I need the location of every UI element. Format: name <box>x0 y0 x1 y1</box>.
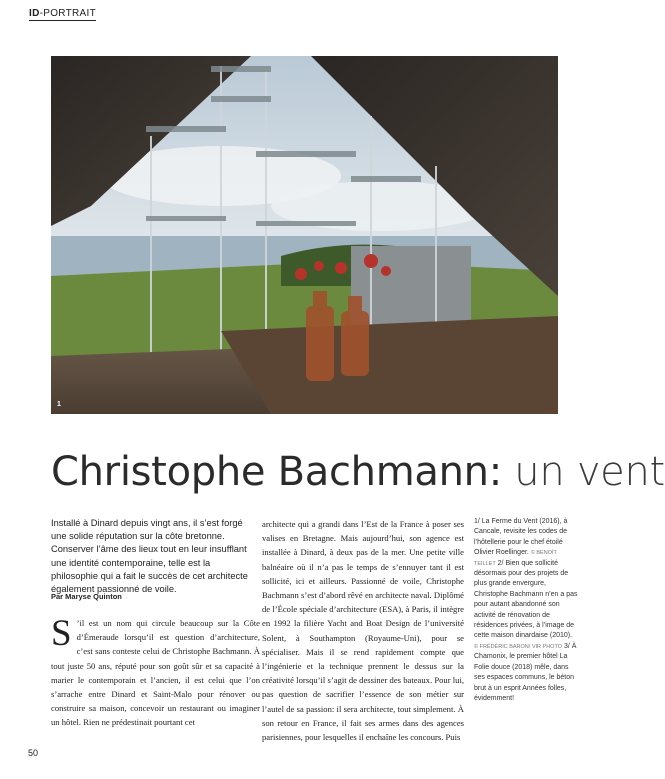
article-headline <box>51 449 665 495</box>
caption-3: 3/ À Chamonix, le premier hôtel La Folie douce (2018) mêle, dans ses espaces communs, le béton brut à un esprit Années folles, évidemment! <box>474 642 577 702</box>
headline-colon: : <box>488 449 502 495</box>
caption-sidebar <box>474 517 578 704</box>
headline-light: un vent <box>514 449 665 495</box>
body-column-1 <box>51 613 260 730</box>
lead-paragraph: Installé à Dinard depuis vingt ans, il s’est forgé une solide réputation sur la côte bretonne. Conserver l’âme des lieux tout en leur insufflant une identité contemporaine, telle est la philosophie qui a fait le succès de cet architecte également passionné de voile. <box>51 518 248 595</box>
headline-main: Christophe Bachmann <box>51 449 489 495</box>
caption-2: 2/ Bien que sollicité désormais pour des projets de plus grande envergure, Christophe Bachmann n’en a pas pour autant abandonné son activité de rénovation de résidences privées, à l’image de cette maison dinardaise (2010). <box>474 559 578 640</box>
section-rubric <box>29 8 96 21</box>
body-column-2: architecte qui a grandi dans l’Est de la France à poser ses valises en Bretagne. Mais aujourd’hui, son agence est installée à Dinard, à deux pas de la mer. Une petite ville balnéaire où il n’a pas le temps de s’ennuyer tant il est sollicité, ici et ailleurs. Passionné de voile, Christophe Bachmann s’est d’abord rêvé en architecte naval. Diplômé de l’École spéciale d’architecture (ESA), à Paris, il intègre en 1992 la filière Yacht and Boat Design de l’université Solent, à Southampton (Royaume-Uni), pour se spécialiser. Mais il se rend rapidement compte que l’ingénierie et la technique prennent le dessus sur la créativité lorsqu’il s’agit de dessiner des bateaux. Pour lui, pas question de sacrifier l’essence de son métier sur l’autel de sa passion: il sera architecte, tout simplement. À son retour en France, il fait ses armes dans des agences parisiennes, pour lesquelles il enchaîne les concours. Puis <box>262 519 464 743</box>
caption-1: 1/ La Ferme du Vent (2016), à Cancale, revisite les codes de l’hôtellerie pour le chef étoilé Olivier Roellinger. <box>474 518 568 557</box>
rubric-rest: -PORTRAIT <box>39 8 97 19</box>
body-text-1: ’il est un nom qui circule beaucoup sur la Côte d’Émeraude lorsqu’il est question d’architecture, c’est sans conteste celui de Christophe Bachmann. À tout juste 50 ans, réputé pour son goût sûr et sa capacité à marier le contemporain et l’ancien, il est celui que l’on s’arrache entre Dinard et Saint-Malo pour rénover ou construire sa maison, concevoir un restaurant ou imaginer un hôtel. Rien ne prédestinait pourtant cet <box>51 618 260 728</box>
photo-credit-1: © BENOÎT TEILLET <box>474 550 557 567</box>
article-photo <box>51 56 558 414</box>
drop-cap: S <box>51 613 72 654</box>
page-number: 50 <box>28 748 39 758</box>
photo-number: 1 <box>57 401 61 408</box>
byline: Par Maryse Quinton <box>51 592 122 601</box>
photo-credit-2: © FRÉDÉRIC BARON/ VIR PHOTO <box>474 643 562 650</box>
rubric-bold: ID <box>29 8 40 19</box>
